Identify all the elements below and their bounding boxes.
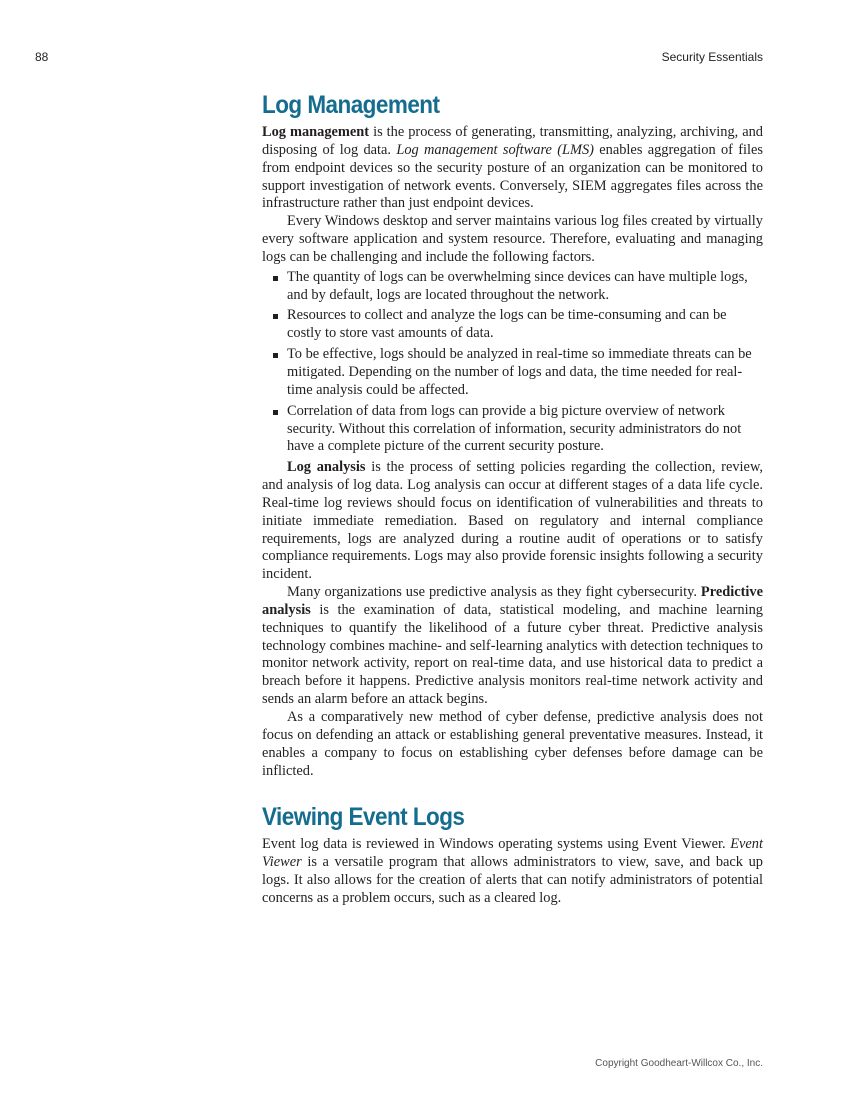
paragraph-windows-logs: Every Windows desktop and server maintains various log files created by virtually every software application and system resource. Therefore, evaluating and managing logs can be challenging and include the following factors. bbox=[262, 213, 763, 265]
text: is the examination of data, statistical modeling, and machine learning techniques to quantify the likelihood of a future cyber threat. Predictive analysis technology combines machine- and self-learning analytics with detection techniques to monitor network activity, report on real-time data, and use historical data to predict a breach before it happens. Predictive analysis monitors real-time network activity and sends an alarm before an attack begins. bbox=[262, 601, 763, 708]
list-item-text: Correlation of data from logs can provide a big picture overview of network security. Without this correlation of information, security administrators do not have a complete picture of the current security posture. bbox=[287, 402, 742, 455]
term-lms: Log management software (LMS) bbox=[396, 141, 594, 158]
text: is the process of generating, transmitting, analyzing, archiving, and disposing of log data. bbox=[262, 124, 763, 158]
list-item-text: The quantity of logs can be overwhelming since devices can have multiple logs, and by default, logs are located throughout the network. bbox=[287, 268, 748, 303]
list-item bbox=[287, 307, 763, 343]
paragraph-log-analysis bbox=[262, 459, 763, 584]
running-title: Security Essentials bbox=[661, 50, 763, 64]
page-number: 88 bbox=[35, 50, 49, 64]
paragraph-log-management bbox=[262, 124, 763, 213]
page-content bbox=[262, 88, 763, 908]
bullet-icon bbox=[273, 410, 278, 415]
paragraph-cyber-defense: As a comparatively new method of cyber defense, predictive analysis does not focus on defending an attack or establishing general preventative measures. Instead, it enables a company to focus on establishing cyber defenses before damage can be inflicted. bbox=[262, 709, 763, 779]
paragraph-predictive-analysis bbox=[262, 584, 763, 709]
term-predictive-analysis: Predictive analysis bbox=[262, 584, 763, 618]
list-item bbox=[287, 403, 763, 457]
factors-list bbox=[262, 269, 763, 456]
bullet-icon bbox=[273, 276, 278, 281]
text: is a versatile program that allows administrators to view, save, and back up logs. It also allows for the creation of alerts that can notify administrators of potential concerns as a problem occurs, such as a cleared log. bbox=[262, 854, 763, 906]
term-log-analysis: Log analysis bbox=[287, 459, 366, 476]
copyright-footer: Copyright Goodheart-Willcox Co., Inc. bbox=[595, 1058, 763, 1069]
list-item bbox=[287, 346, 763, 400]
list-item bbox=[287, 269, 763, 305]
text: is the process of setting policies regarding the collection, review, and analysis of log data. Log analysis can occur at different stages of a data life cycle. Real-time log reviews should focus on identification of vulnerabilities and threats to initiate immediate remediation. Based on regulatory and internal compliance requirements, logs are analyzed during a routine audit of operations or to satisfy compliance requirements. Logs may also provide forensic insights following a security incident. bbox=[262, 459, 763, 583]
section-heading-log-management: Log Management bbox=[262, 91, 440, 119]
term-event-viewer: Event Viewer bbox=[262, 836, 763, 871]
text: Many organizations use predictive analysis as they fight cybersecurity. bbox=[287, 584, 701, 601]
section-heading-viewing-event-logs: Viewing Event Logs bbox=[262, 803, 465, 832]
list-item-text: Resources to collect and analyze the logs can be time-consuming and can be costly to store vast amounts of data. bbox=[287, 307, 727, 342]
paragraph-event-viewer bbox=[262, 836, 763, 907]
bullet-icon bbox=[273, 314, 278, 319]
term-log-management: Log management bbox=[262, 124, 370, 140]
text: Event log data is reviewed in Windows operating systems using Event Viewer. bbox=[262, 836, 731, 853]
list-item-text: To be effective, logs should be analyzed in real-time so immediate threats can be mitigated. Depending on the number of logs and data, the time needed for real-time analysis could be affected. bbox=[287, 346, 752, 398]
bullet-icon bbox=[273, 353, 278, 358]
text: enables aggregation of files from endpoint devices so the security posture of an organization can be monitored to support investigation of network events. Conversely, SIEM aggregates files across the infrastructure rather than just endpoint devices. bbox=[262, 141, 764, 212]
